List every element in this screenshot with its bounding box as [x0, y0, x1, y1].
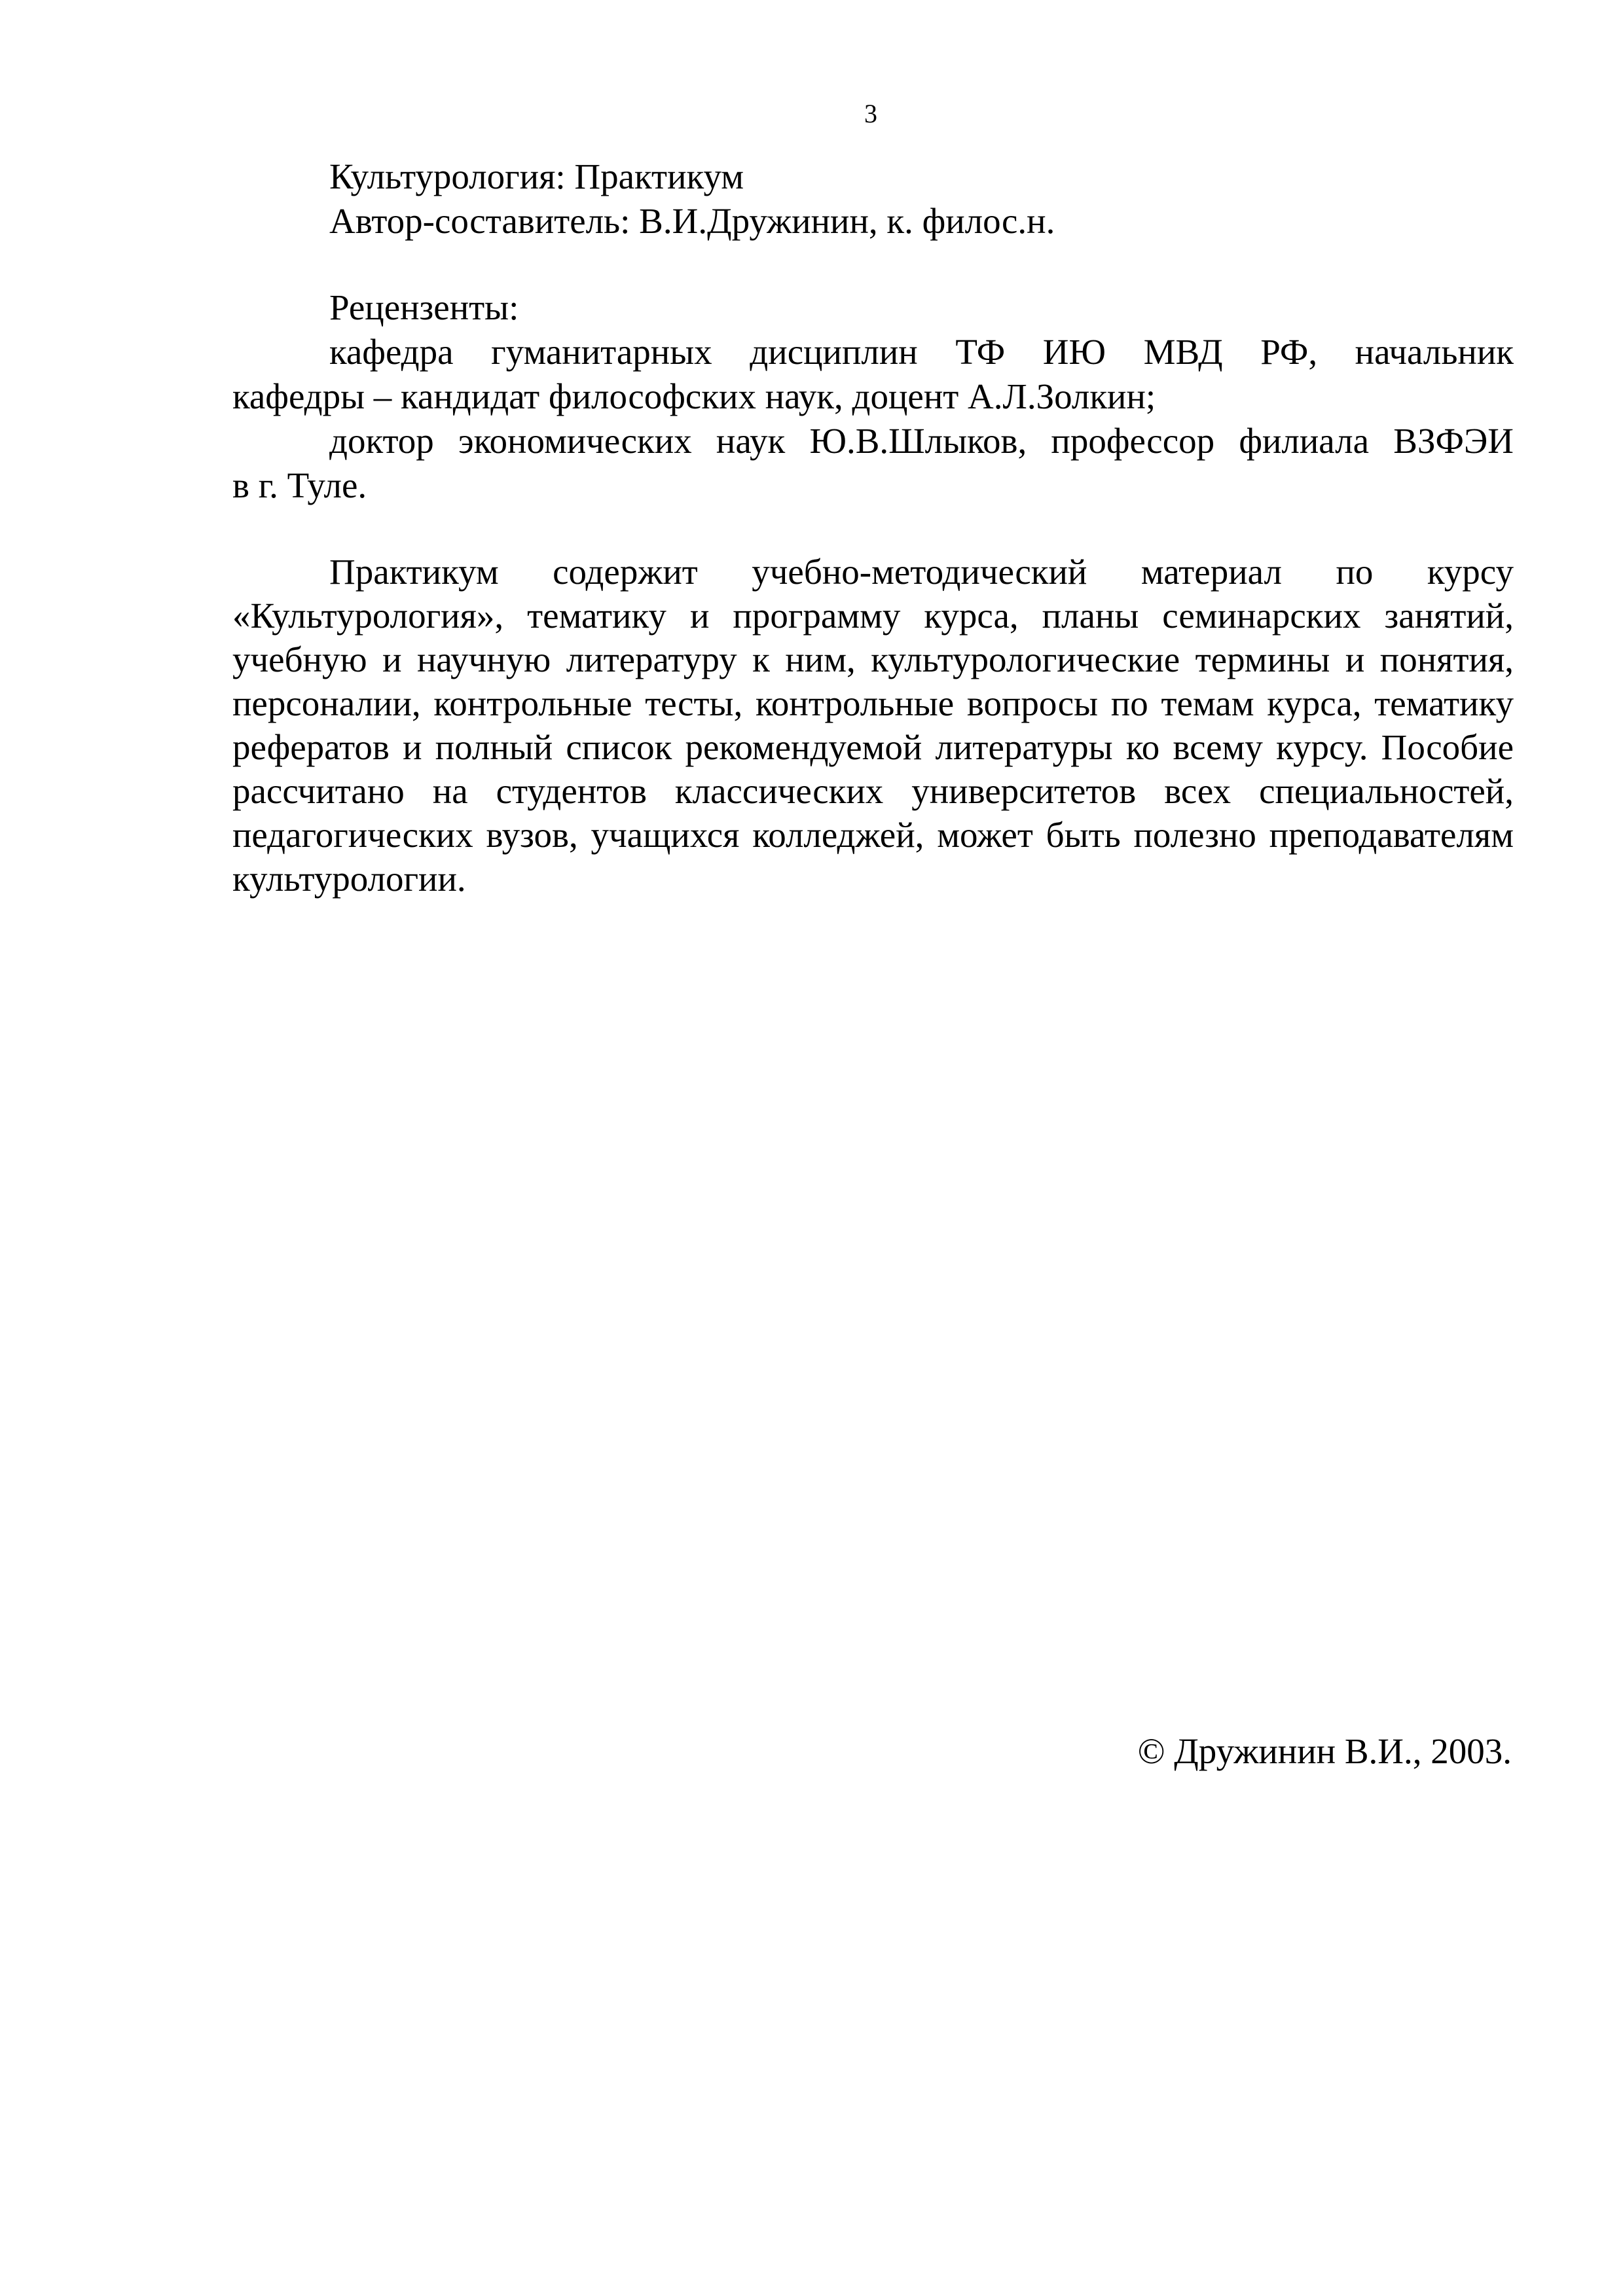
page-number: 3: [864, 99, 877, 128]
copyright-notice: © Дружинин В.И., 2003.: [1137, 1731, 1512, 1771]
reviewer-1-line-2: кафедры – кандидат философских наук, доцент А.Л.Золкин;: [232, 376, 1156, 416]
author-line: Автор-составитель: В.И.Дружинин, к. филос.н.: [329, 201, 1055, 241]
annotation-paragraph: Практикум содержит учебно-методический материал по курсу «Культурология», тематику и программу курса, планы семинарских занятий, учебную и научную литературу к ним, культурологические термины и понятия, персоналии, контрольные тесты, контрольные вопросы по темам курса, тематику рефератов и полный список рекомендуемой литературы ко всему курсу. Пособие рассчитано на студентов классических университетов всех специальностей, педагогических вузов, учащихся колледжей, может быть полезно преподавателям культурологии.: [232, 552, 1514, 899]
reviewer-2-line-2: в г. Туле.: [232, 465, 367, 505]
reviewer-2-line-1: доктор экономических наук Ю.В.Шлыков, профессор филиала ВЗФЭИ: [329, 421, 1514, 461]
reviewer-1-line-1: кафедра гуманитарных дисциплин ТФ ИЮ МВД РФ, начальник: [329, 332, 1514, 372]
book-title: Культурология: Практикум: [329, 156, 744, 196]
reviewers-heading: Рецензенты:: [329, 287, 519, 327]
